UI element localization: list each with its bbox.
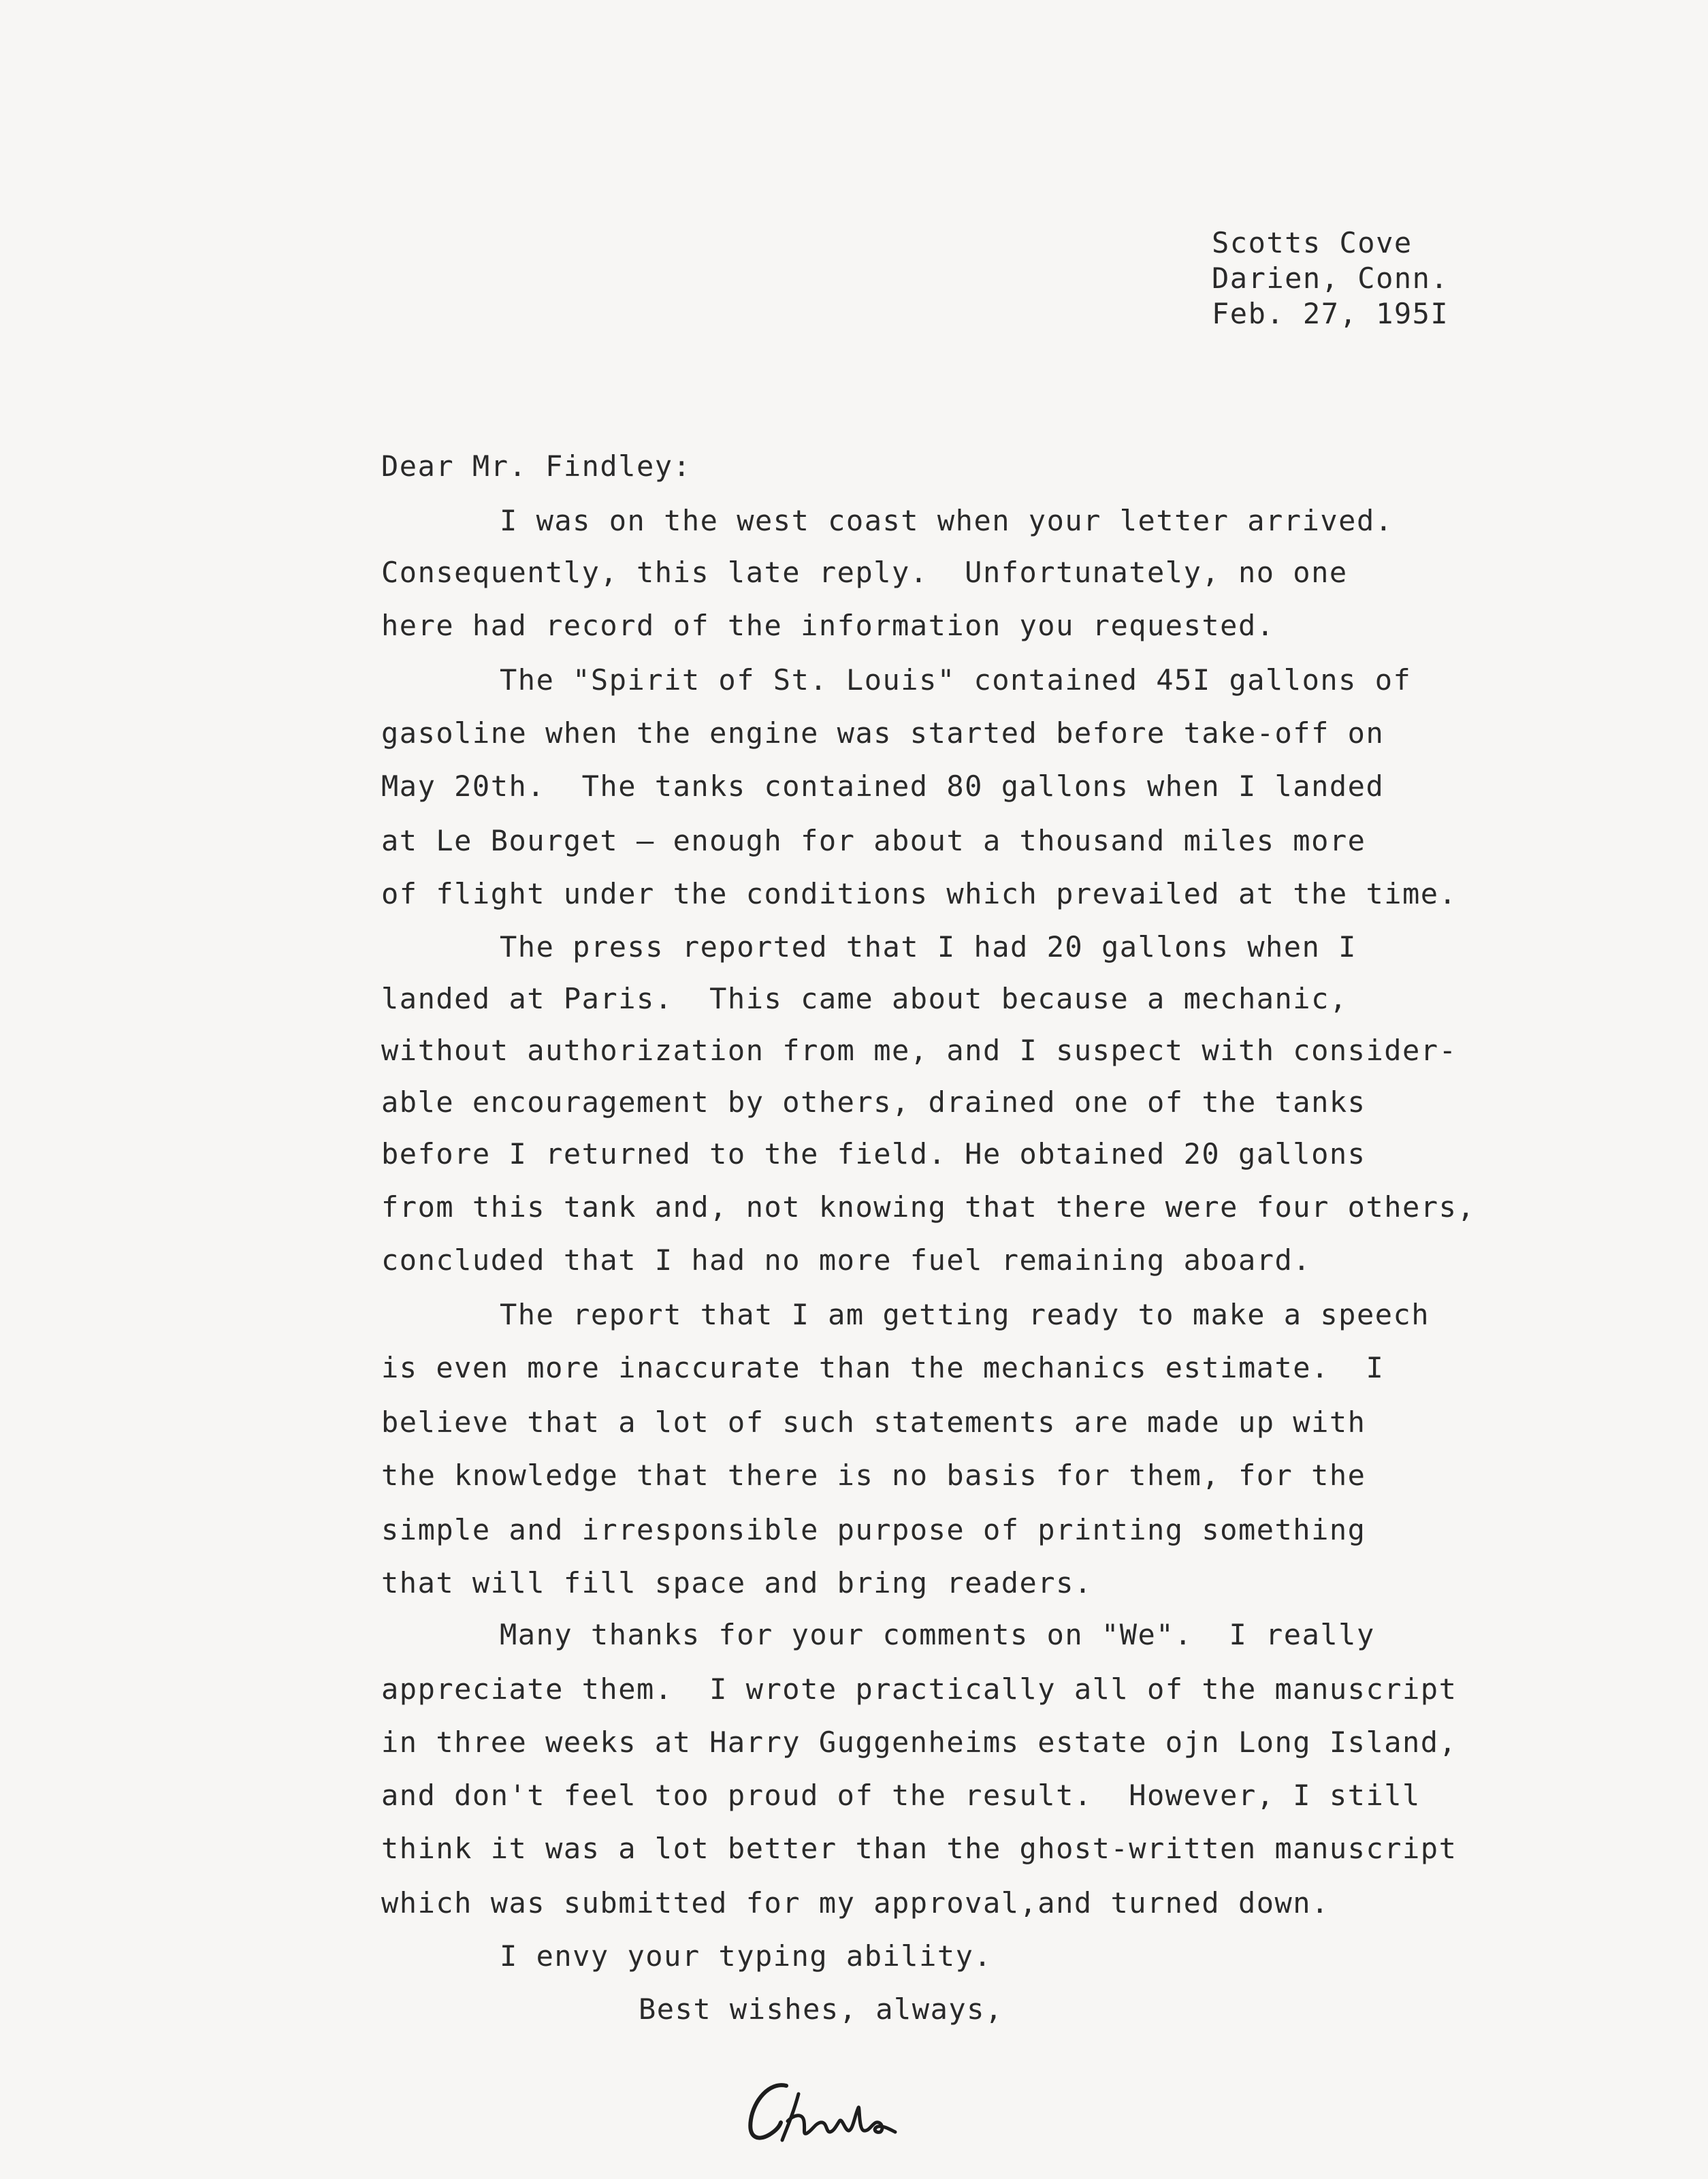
body-line: concluded that I had no more fuel remaining aboard. — [381, 1243, 1312, 1277]
body-line: May 20th. The tanks contained 80 gallons when I landed — [381, 769, 1385, 803]
signature — [739, 2067, 916, 2155]
body-line: The "Spirit of St. Louis" contained 45I gallons of — [500, 663, 1412, 697]
body-line: The press reported that I had 20 gallons when I — [500, 930, 1357, 964]
body-line: gasoline when the engine was started before take-off on — [381, 716, 1385, 750]
body-line: appreciate them. I wrote practically all of the manuscript — [381, 1672, 1457, 1706]
body-line: of flight under the conditions which prevailed at the time. — [381, 877, 1457, 910]
body-line: I envy your typing ability. — [500, 1939, 993, 1973]
body-line: before I returned to the field. He obtained 20 gallons — [381, 1137, 1366, 1171]
letter-date: Feb. 27, 195I — [1212, 297, 1449, 330]
body-line: the knowledge that there is no basis for them, for the — [381, 1459, 1366, 1492]
closing: Best wishes, always, — [639, 1992, 1003, 2026]
address-line-1: Scotts Cove — [1212, 226, 1413, 259]
body-line: that will fill space and bring readers. — [381, 1566, 1093, 1600]
address-line-2: Darien, Conn. — [1212, 261, 1449, 295]
body-line: in three weeks at Harry Guggenheims estate ojn Long Island, — [381, 1725, 1457, 1759]
body-line: from this tank and, not knowing that there were four others, — [381, 1190, 1476, 1224]
body-line: and don't feel too proud of the result. However, I still — [381, 1779, 1421, 1812]
body-line: simple and irresponsible purpose of printing something — [381, 1513, 1366, 1546]
body-line: without authorization from me, and I suspect with consider- — [381, 1034, 1457, 1067]
salutation: Dear Mr. Findley: — [381, 449, 692, 483]
body-line: landed at Paris. This came about because a mechanic, — [381, 982, 1348, 1015]
body-line: believe that a lot of such statements are made up with — [381, 1405, 1366, 1439]
body-line: at Le Bourget — enough for about a thousand miles more — [381, 824, 1366, 857]
body-line: Many thanks for your comments on "We". I really — [500, 1618, 1375, 1651]
body-line: The report that I am getting ready to make a speech — [500, 1298, 1430, 1331]
body-line: which was submitted for my approval,and turned down. — [381, 1886, 1330, 1920]
body-line: able encouragement by others, drained one of the tanks — [381, 1085, 1366, 1119]
body-line: Consequently, this late reply. Unfortunately, no one — [381, 556, 1348, 589]
body-line: think it was a lot better than the ghost-written manuscript — [381, 1832, 1457, 1865]
body-line: is even more inaccurate than the mechanics estimate. I — [381, 1351, 1385, 1384]
body-line: here had record of the information you requested. — [381, 609, 1275, 642]
body-line: I was on the west coast when your letter arrived. — [500, 504, 1393, 537]
